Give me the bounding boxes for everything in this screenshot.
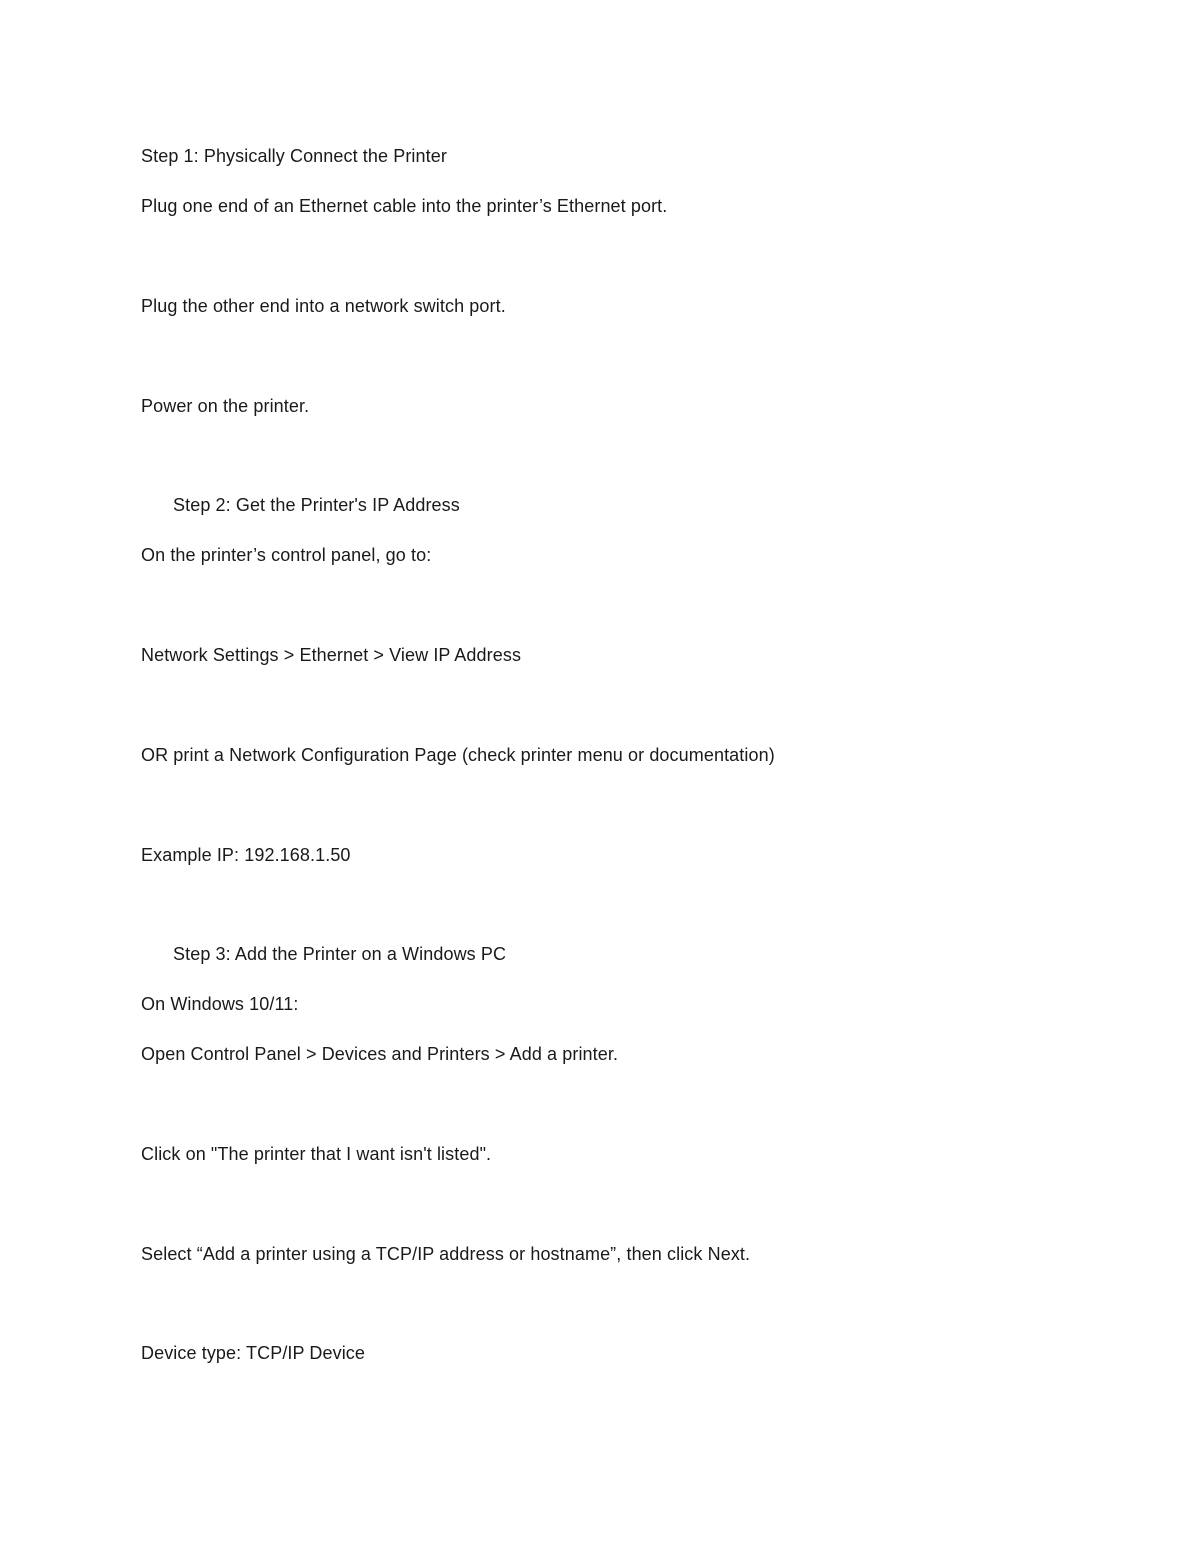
paragraph-control-panel: On the printer’s control panel, go to: (141, 545, 432, 565)
step-3-heading: Step 3: Add the Printer on a Windows PC (173, 944, 507, 964)
paragraph-power-on: Power on the printer. (141, 396, 310, 416)
paragraph-open-control-panel: Open Control Panel > Devices and Printers > Add a printer. (141, 1044, 619, 1064)
step-2-heading: Step 2: Get the Printer's IP Address (173, 495, 460, 515)
paragraph-plug-other-end: Plug the other end into a network switch port. (141, 296, 506, 316)
step-1-heading: Step 1: Physically Connect the Printer (141, 146, 447, 166)
paragraph-plug-one-end: Plug one end of an Ethernet cable into the printer’s Ethernet port. (141, 196, 668, 216)
paragraph-device-type: Device type: TCP/IP Device (141, 1343, 366, 1363)
paragraph-select-tcpip: Select “Add a printer using a TCP/IP address or hostname”, then click Next. (141, 1244, 751, 1264)
paragraph-windows-version: On Windows 10/11: (141, 994, 299, 1014)
paragraph-network-settings-path: Network Settings > Ethernet > View IP Address (141, 645, 522, 665)
paragraph-example-ip: Example IP: 192.168.1.50 (141, 845, 351, 865)
paragraph-printer-not-listed: Click on "The printer that I want isn't listed". (141, 1144, 492, 1164)
paragraph-config-page: OR print a Network Configuration Page (check printer menu or documentation) (141, 745, 775, 765)
